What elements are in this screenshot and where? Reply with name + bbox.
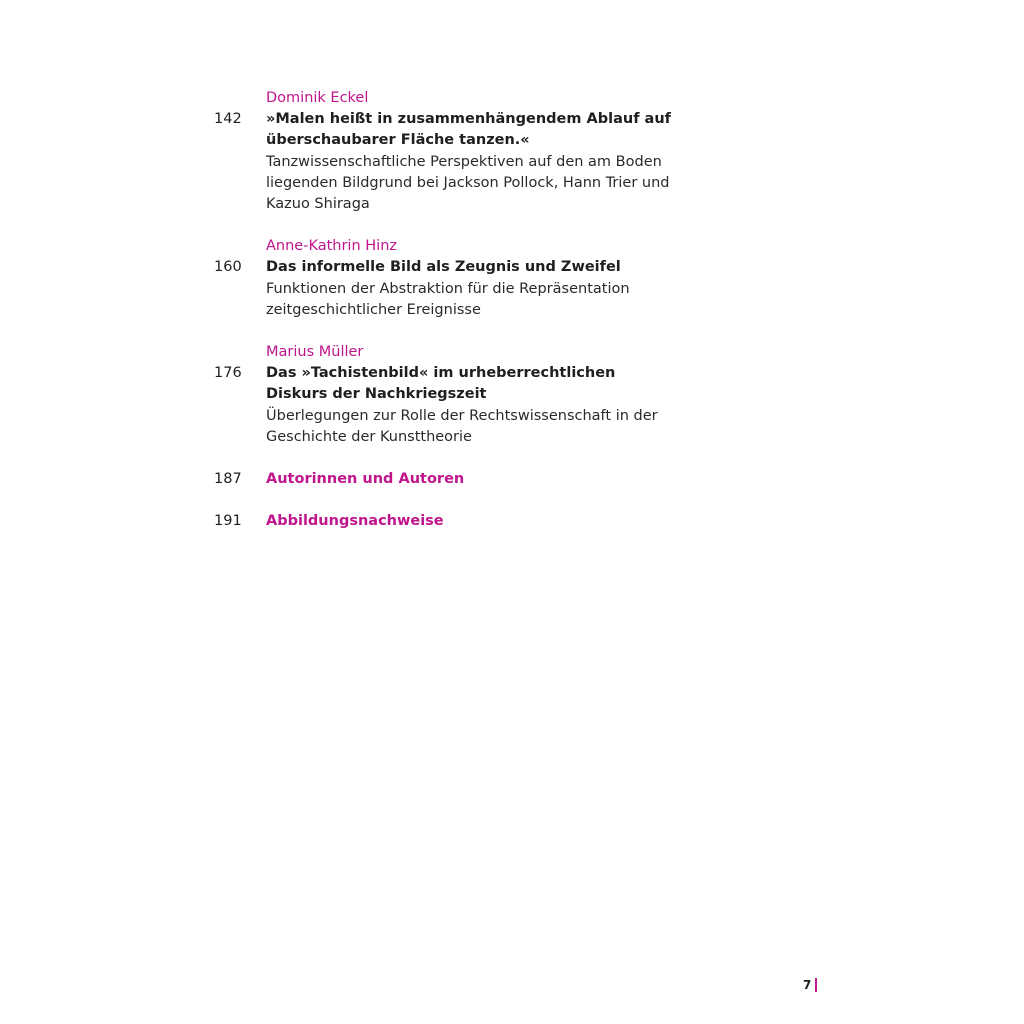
toc-page-number: 142 <box>214 111 242 128</box>
folio-accent-bar <box>815 978 817 992</box>
toc-section-title[interactable]: Autorinnen und Autoren <box>266 471 465 488</box>
toc-title[interactable]: »Malen heißt in zusammenhängendem Ablauf auf überschaubarer Fläche tanzen.« <box>266 111 671 149</box>
toc-entry-mueller[interactable] <box>214 342 674 448</box>
toc-subtitle: Tanzwissenschaftliche Perspektiven auf den am Boden liegenden Bildgrund bei Jackson Pollock, Hann Trier und Kazuo Shiraga <box>266 153 670 213</box>
toc-page-number: 176 <box>214 365 242 382</box>
toc-section-authors[interactable] <box>214 469 674 490</box>
toc-author: Marius Müller <box>266 344 364 361</box>
toc-author: Dominik Eckel <box>266 90 369 106</box>
toc-page-number: 160 <box>214 259 242 276</box>
toc-subtitle: Überlegungen zur Rolle der Rechtswissenschaft in der Geschichte der Kunsttheorie <box>266 407 658 445</box>
toc-title[interactable]: Das informelle Bild als Zeugnis und Zweifel <box>266 259 621 276</box>
page-folio: 7 <box>803 978 812 992</box>
toc-title[interactable]: Das »Tachistenbild« im urheberrechtlichen Diskurs der Nachkriegszeit <box>266 365 616 403</box>
toc-page-number: 191 <box>214 513 242 530</box>
toc-page-number: 187 <box>214 471 242 488</box>
toc-subtitle: Funktionen der Abstraktion für die Repräsentation zeitgeschichtlicher Ereignisse <box>266 280 630 318</box>
toc-entry-hinz[interactable] <box>214 236 674 321</box>
toc-section-title[interactable]: Abbildungsnachweise <box>266 513 444 530</box>
table-of-contents <box>214 88 674 532</box>
toc-author: Anne-Kathrin Hinz <box>266 238 397 255</box>
toc-section-illustrations[interactable] <box>214 511 674 532</box>
toc-entry-eckel[interactable] <box>214 88 674 215</box>
